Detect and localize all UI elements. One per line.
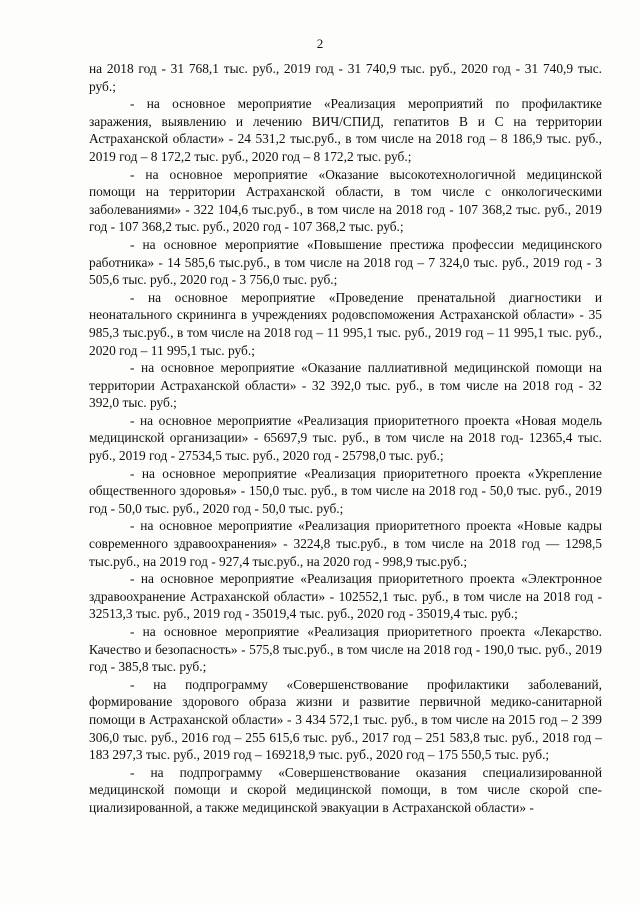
page-number: 2	[316, 36, 324, 51]
paragraph: - на основное мероприятие «Реализация приоритетного проекта «Лекарство. Качество и безопасность» - 575,8 тыс.руб., в том числе на 2018 год - 190,0 тыс. руб., 2019 год - 385,8 тыс. руб.;	[89, 624, 602, 675]
paragraph: - на основное мероприятие «Повышение престижа профессии медицинского работника» - 14 585,6 тыс.руб., в том числе на 2018 год – 7 324,0 тыс. руб., 2019 год - 3 505,6 тыс. руб., 2020 год - 3 756,0 тыс. руб.;	[89, 236, 602, 288]
paragraph: - на основное мероприятие «Оказание высокотехнологичной медицинской помощи на территории Астраханской области, в том числе с онкологическими заболеваниями» - 322 104,6 тыс.руб., в том числе на 2018 год - 107 368,2 тыс. руб., 2019 год - 107 368,2 тыс. руб., 2020 год - 107 368,2 тыс. руб.;	[89, 166, 602, 235]
paragraph: - на основное мероприятие «Реализация мероприятий по профилактике заражения, выявлению и лечению ВИЧ/СПИД, гепатитов В и С на территории Астраханской области» - 24 531,2 тыс.руб., в том числе на 2018 год – 8 186,9 тыс. руб., 2019 год – 8 172,2 тыс. руб., 2020 год – 8 172,2 тыс. руб.;	[89, 96, 602, 164]
paragraph: - на основное мероприятие «Проведение пренатальной диагностики и неонатального скрининга в учреждениях родовспоможения Астраханской области» - 35 985,3 тыс.руб., в том числе на 2018 год – 11 995,1 тыс. руб., 2019 год – 11 995,1 тыс. руб., 2020 год – 11 995,1 тыс. руб.;	[89, 289, 602, 358]
paragraph: на 2018 год - 31 768,1 тыс. руб., 2019 год - 31 740,9 тыс. руб., 2020 год - 31 740,9 тыс. руб.;	[89, 61, 602, 94]
document-body	[89, 60, 602, 817]
paragraph: - на основное мероприятие «Оказание паллиативной медицинской помощи на территории Астраханской области» - 32 392,0 тыс. руб., в том числе на 2018 год - 32 392,0 тыс. руб.;	[89, 360, 602, 411]
paragraph: - на основное мероприятие «Реализация приоритетного проекта «Укрепление общественного здоровья» - 150,0 тыс. руб., в том числе на 2018 год - 50,0 тыс. руб., 2019 год - 50,0 тыс. руб., 2020 год - 50,0 тыс. руб.;	[89, 465, 602, 516]
paragraph: - на основное мероприятие «Реализация приоритетного проекта «Новая модель медицинской организации» - 65697,9 тыс. руб., в том числе на 2018 год- 12365,4 тыс. руб., 2019 год - 27534,5 тыс. руб., 2020 год - 25798,0 тыс. руб.;	[89, 412, 602, 464]
paragraph: - на подпрограмму «Совершенствование оказания специализированной медицинской помощи и скорой медицинской помощи, в том числе скорой специализированной, а также медицинской эвакуации в Астраханской области» -	[89, 764, 602, 815]
paragraph: - на основное мероприятие «Реализация приоритетного проекта «Новые кадры современного здравоохранения» - 3224,8 тыс.руб., в том числе на 2018 год — 1298,5 тыс.руб., на 2019 год - 927,4 тыс.руб., на 2020 год - 998,9 тыс.руб.;	[89, 518, 602, 569]
paragraph: - на подпрограмму «Совершенствование профилактики заболеваний, формирование здорового образа жизни и развитие первичной медико-санитарной помощи в Астраханской области» - 3 434 572,1 тыс. руб., в том числе на 2015 год – 2 399 306,0 тыс. руб., 2016 год – 255 615,6 тыс. руб., 2017 год – 251 583,8 тыс. руб., 2018 год – 183 297,3 тыс. руб., 2019 год – 169218,9 тыс. руб., 2020 год – 175 550,5 тыс. руб.;	[89, 676, 602, 763]
paragraph: - на основное мероприятие «Реализация приоритетного проекта «Электронное здравоохранение Астраханской области» - 102552,1 тыс. руб., в том числе на 2018 год - 32513,3 тыс. руб., 2019 год - 35019,4 тыс. руб., 2020 год - 35019,4 тыс. руб.;	[89, 571, 602, 622]
